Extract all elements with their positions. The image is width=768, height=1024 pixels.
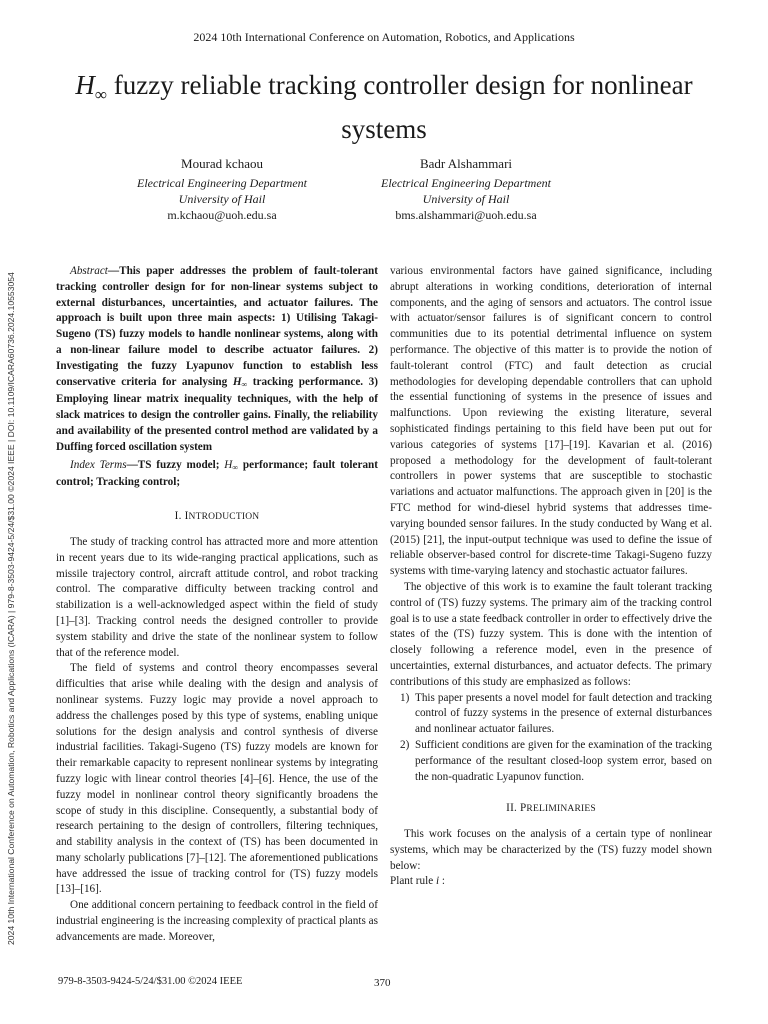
plant-rule-line: Plant rule i : [390,875,446,888]
abstract-text-part-1: —This paper addresses the problem of fault-tolerant tracking controller design for for non-linear systems subject to external disturbances, uncertainties, and actuator failures. The approach is built upon three main aspects: 1) Utilising Takagi-Sugeno (TS) fuzzy models to handle nonlinear systems, along with a non-linear failure model to describe actuator failures. 2) Investigating the fuzzy Lyapunov function to establish less conservative criteria for analysing [56,265,378,388]
paper-title [60,68,708,146]
author-name: Badr Alshammari [419,156,513,171]
abstract [56,264,378,456]
intro-paragraph-3: One additional concern pertaining to feedback control in the field of industrial engineering is the increasing complexity of practical plants as advancements are made. Moreover, [56,899,378,943]
contributions-list [390,691,712,786]
index-terms-part-2: performance; fault tolerant control; Tracking control; [56,458,378,489]
abstract-text-part-2: tracking performance. 3) Employing linear matrix inequality techniques, with the help of slack matrices to design the controller gains. Finally, the reliability and availability of the presented control method are validated by a Duffing forced oscillation system [56,375,378,453]
left-column [56,264,378,946]
author-department: Electrical Engineering Department [381,176,551,190]
index-terms-label: Index Terms [70,458,127,471]
section-heading-preliminaries: II. PRELIMINARIES [506,802,596,815]
right-paragraph-2: The objective of this work is to examine the fault tolerant tracking control of (TS) fuzzy systems. The primary aim of the tracking control goal is to use a state feedback controller in order to effectively drive the states of the (TS) fuzzy system. This is done with the intention of closely following a reference model, even in the presence of uncertainties, external disturbances, and actuator defects. The primary contributions of this study are emphasized as follows: [390,580,712,688]
h-infinity-symbol: H∞ [224,458,239,472]
author-department: Electrical Engineering Department [137,176,307,190]
title-h-symbol: H [75,70,95,100]
doi-side-strip: 2024 10th International Conference on Automation, Robotics and Applications (ICARA) | 979-8-3503-9424-5/24/$31.00 ©2024 IEEE | DOI: 10.1109/ICARA60736.2024.10553054 [6,272,16,945]
title-text: fuzzy reliable tracking controller design for nonlinear systems [107,70,693,144]
page-number: 370 [374,977,391,989]
author-block-2 [316,156,616,223]
right-column [390,264,712,890]
conference-header: 2024 10th International Conference on Automation, Robotics, and Applications [193,30,575,44]
author-email: m.kchaou@uoh.edu.sa [167,208,277,222]
list-item: 1) This paper presents a novel model for fault detection and tracking control of fuzzy systems in the presence of external disturbances and nonlinear actuator failures. [400,691,712,736]
right-paragraph-1: various environmental factors have gained significance, including abrupt alterations in working conditions, deterioration of internal components, and the aging of sensors and actuators. The control issue with actuator/sensor failures is of significant concern to control communities due to its potential detrimental influence on system performance. The objective of this matter is to provide the notion of fault-tolerant control (FTC) and fault detection as crucial methodologies for developing dependable controllers that can uphold the essential functioning of systems in the presence of issues and malfunctions. Upon reviewing the existing literature, several sophisticated findings pertaining to this field have been put out for various categories of systems [17]–[19]. Kavarian et al. (2016) proposed a methodology for the development of fault-tolerant controllers in power systems that are susceptible to stochastic variations and actuator malfunctions. The approach given in [20] is the FTC method for wind-diesel hybrid systems that addresses time-varying bounded sensor failures. In the study conducted by Wang et al. (2015) [21], the input-output technique was used to define the issue of reliable observer-based control for discrete-time Takagi-Sugeno fuzzy systems with time-varying latency and stochastic actuator failures. [390,265,712,578]
author-name: Mourad kchaou [181,156,263,171]
index-terms-part-1: —TS fuzzy model; [126,458,225,471]
author-email: bms.alshammari@uoh.edu.sa [395,208,537,222]
author-university: University of Hail [178,192,266,206]
author-university: University of Hail [422,192,510,206]
list-item: 2) Sufficient conditions are given for the examination of the tracking performance of the resultant closed-loop system error, based on the non-quadratic Lyapunov function. [400,738,712,783]
prelim-paragraph-1: This work focuses on the analysis of a certain type of nonlinear systems, which may be characterized by the (TS) fuzzy model shown below: [390,828,712,872]
h-infinity-symbol: H∞ [232,375,248,389]
section-heading-introduction: I. INTRODUCTION [174,510,260,523]
index-terms [56,458,378,492]
abstract-label: Abstract [70,265,108,277]
title-infinity-subscript: ∞ [94,85,108,104]
intro-paragraph-2: The field of systems and control theory encompasses several difficulties that arise while dealing with the design and analysis of nonlinear systems. Fuzzy logic may provide a novel approach to address the challenges posed by this type of systems, enabling unique solutions for the design analysis and control synthesis of diverse industrial facilities. Takagi-Sugeno (TS) fuzzy models are known for their remarkable capacity to represent nonlinear systems by integrating fuzzy logic with linear control theories [4]–[6]. Hence, the use of the fuzzy model in nonlinear control theory significantly broadens the scope of study in this discipline. Consequently, a substantial body of research pertaining to the design of controllers, filtering techniques, and stability analysis in the context of (TS) has been documented in many scholarly publications [7]–[12]. The aforementioned publications have addressed the issue of tracking control for (TS) fuzzy models [13]–[16]. [56,662,378,896]
intro-paragraph-1: The study of tracking control has attracted more and more attention in recent years due to its wide-ranging practical applications, such as missile trajectory control, aircraft attitude control, and robot tracking control. The comparative difficulty between tracking control and stabilization is a well-acknowledged aspect within the field of study [1]–[3]. Tracking control needs the designed controller to provide system stability and drive the state of the nonlinear system to follow that of the reference model. [56,535,378,659]
footer-copyright: 979-8-3503-9424-5/24/$31.00 ©2024 IEEE [58,976,243,987]
